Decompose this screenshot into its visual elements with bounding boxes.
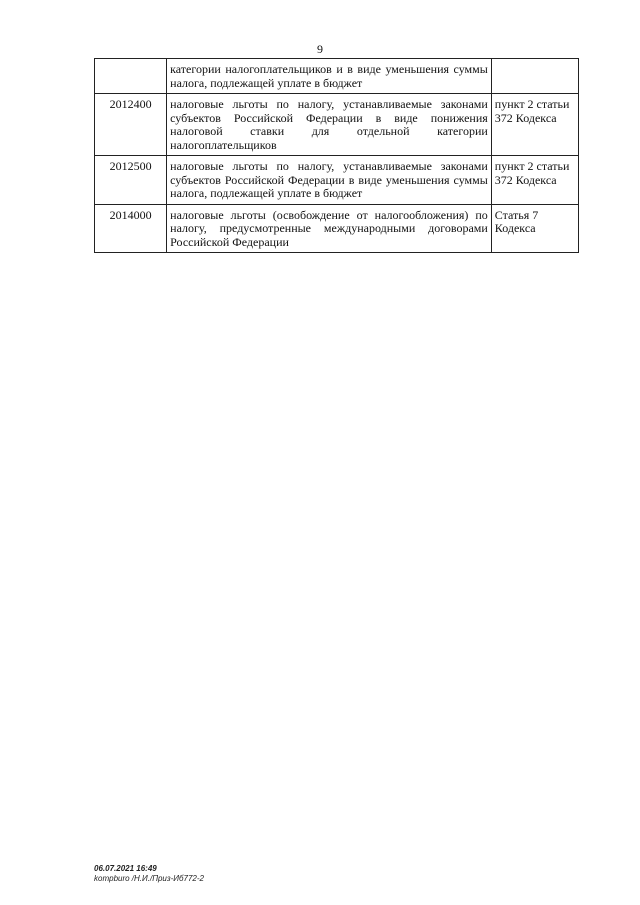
- description-cell: категории налогоплательщиков и в виде уменьшения суммы налога, подлежащей уплате в бюджет: [167, 59, 492, 94]
- code-cell: 2014000: [95, 204, 167, 253]
- table-row: [95, 156, 579, 205]
- reference-cell: Статья 7 Кодекса: [491, 204, 578, 253]
- code-cell: 2012500: [95, 156, 167, 205]
- reference-cell: [491, 59, 578, 94]
- reference-cell: пункт 2 статьи 372 Кодекса: [491, 94, 578, 156]
- description-cell: налоговые льготы (освобождение от налогообложения) по налогу, предусмотренные международными договорами Российской Федерации: [167, 204, 492, 253]
- table-row: [95, 59, 579, 94]
- document-footer: [94, 864, 204, 884]
- code-cell: 2012400: [95, 94, 167, 156]
- page-number: 9: [317, 42, 323, 56]
- reference-cell: пункт 2 статьи 372 Кодекса: [491, 156, 578, 205]
- description-cell: налоговые льготы по налогу, устанавливаемые законами субъектов Российской Федерации в виде уменьшения суммы налога, подлежащей уплате в бюджет: [167, 156, 492, 205]
- footer-signature: kompburo /Н.И./Приз-Иб772-2: [94, 874, 204, 883]
- tax-benefits-table: [94, 58, 579, 253]
- table-row: [95, 94, 579, 156]
- table-row: [95, 204, 579, 253]
- code-cell: [95, 59, 167, 94]
- footer-timestamp: 06.07.2021 16:49: [94, 864, 157, 873]
- description-cell: налоговые льготы по налогу, устанавливаемые законами субъектов Российской Федерации в виде понижения налоговой ставки для отдельной категории налогоплательщиков: [167, 94, 492, 156]
